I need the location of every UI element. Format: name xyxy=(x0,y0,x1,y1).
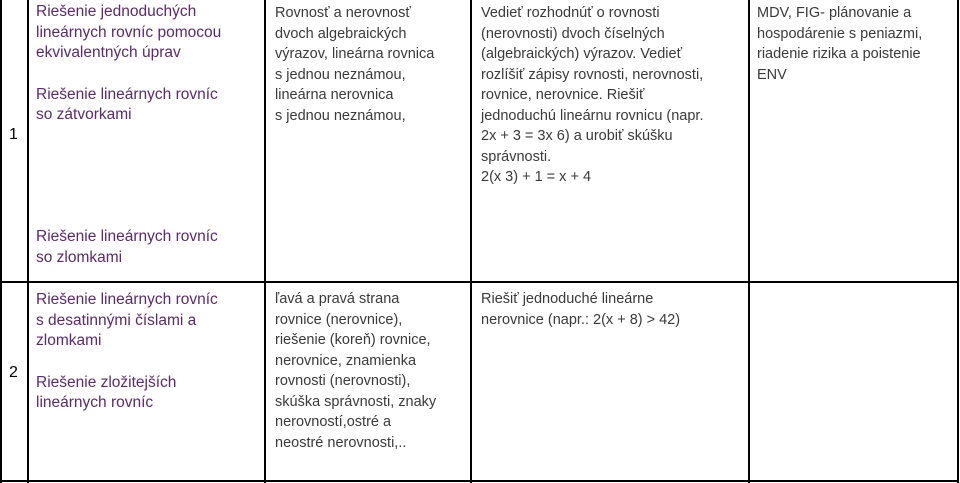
content-cell: Rovnosť a nerovnosť dvoch algebraických výrazov, lineárna rovnica s jednou neznámou, lineárna nerovnica s jednou neznámou, xyxy=(275,5,435,124)
table-border-right xyxy=(957,0,959,483)
topic-complex-equations: Riešenie zložitejších lineárnych rovníc xyxy=(36,373,177,411)
topic-cell xyxy=(36,227,262,268)
column-divider xyxy=(264,0,266,483)
standards-cell: Vedieť rozhodnúť o rovnosti (nerovnosti) dvoch číselných (algebraických) výrazov. Vedieť rozlíšiť zápisy rovnosti, nerovnosti, rovnice, nerovnice. Riešiť jednoduchú lineárnu rovnicu (napr. 2x + 3 = 3x 6) a urobiť skúšku správnosti. 2(x 3) + 1 = x + 4 xyxy=(481,5,704,185)
cross-curricular-cell: MDV, FIG- plánovanie a hospodárenie s peniazmi, riadenie rizika a poistenie ENV xyxy=(757,5,923,83)
topic-cell xyxy=(36,0,262,126)
column-divider xyxy=(748,0,750,483)
topic-decimals: Riešenie lineárnych rovníc s desatinnými číslami a zlomkami xyxy=(36,291,218,349)
table-border-left xyxy=(0,0,2,483)
row-number: 1 xyxy=(9,126,18,143)
standards-cell: Riešiť jednoduché lineárne nerovnice (napr.: 2(x + 8) > 42) xyxy=(481,291,681,328)
column-divider xyxy=(470,0,472,483)
table-border-bottom xyxy=(0,480,959,482)
content-cell: ľavá a pravá strana rovnice (nerovnice), riešenie (koreň) rovnice, nerovnice, znamienka rovnosti (nerovnosti), skúška správnosti, znaky nerovností,ostré a neostré nerovnosti,.. xyxy=(275,291,437,451)
row-number: 2 xyxy=(9,364,18,381)
topic-fractions: Riešenie lineárnych rovníc so zlomkami xyxy=(36,228,218,266)
topic-brackets: Riešenie lineárnych rovníc so zátvorkami xyxy=(36,85,218,123)
topic-equivalent-transformations: Riešenie jednoduchých lineárnych rovníc pomocou ekvivalentných úprav xyxy=(36,3,222,61)
topic-cell xyxy=(36,290,262,414)
row-divider xyxy=(0,281,959,283)
column-divider xyxy=(27,0,29,483)
